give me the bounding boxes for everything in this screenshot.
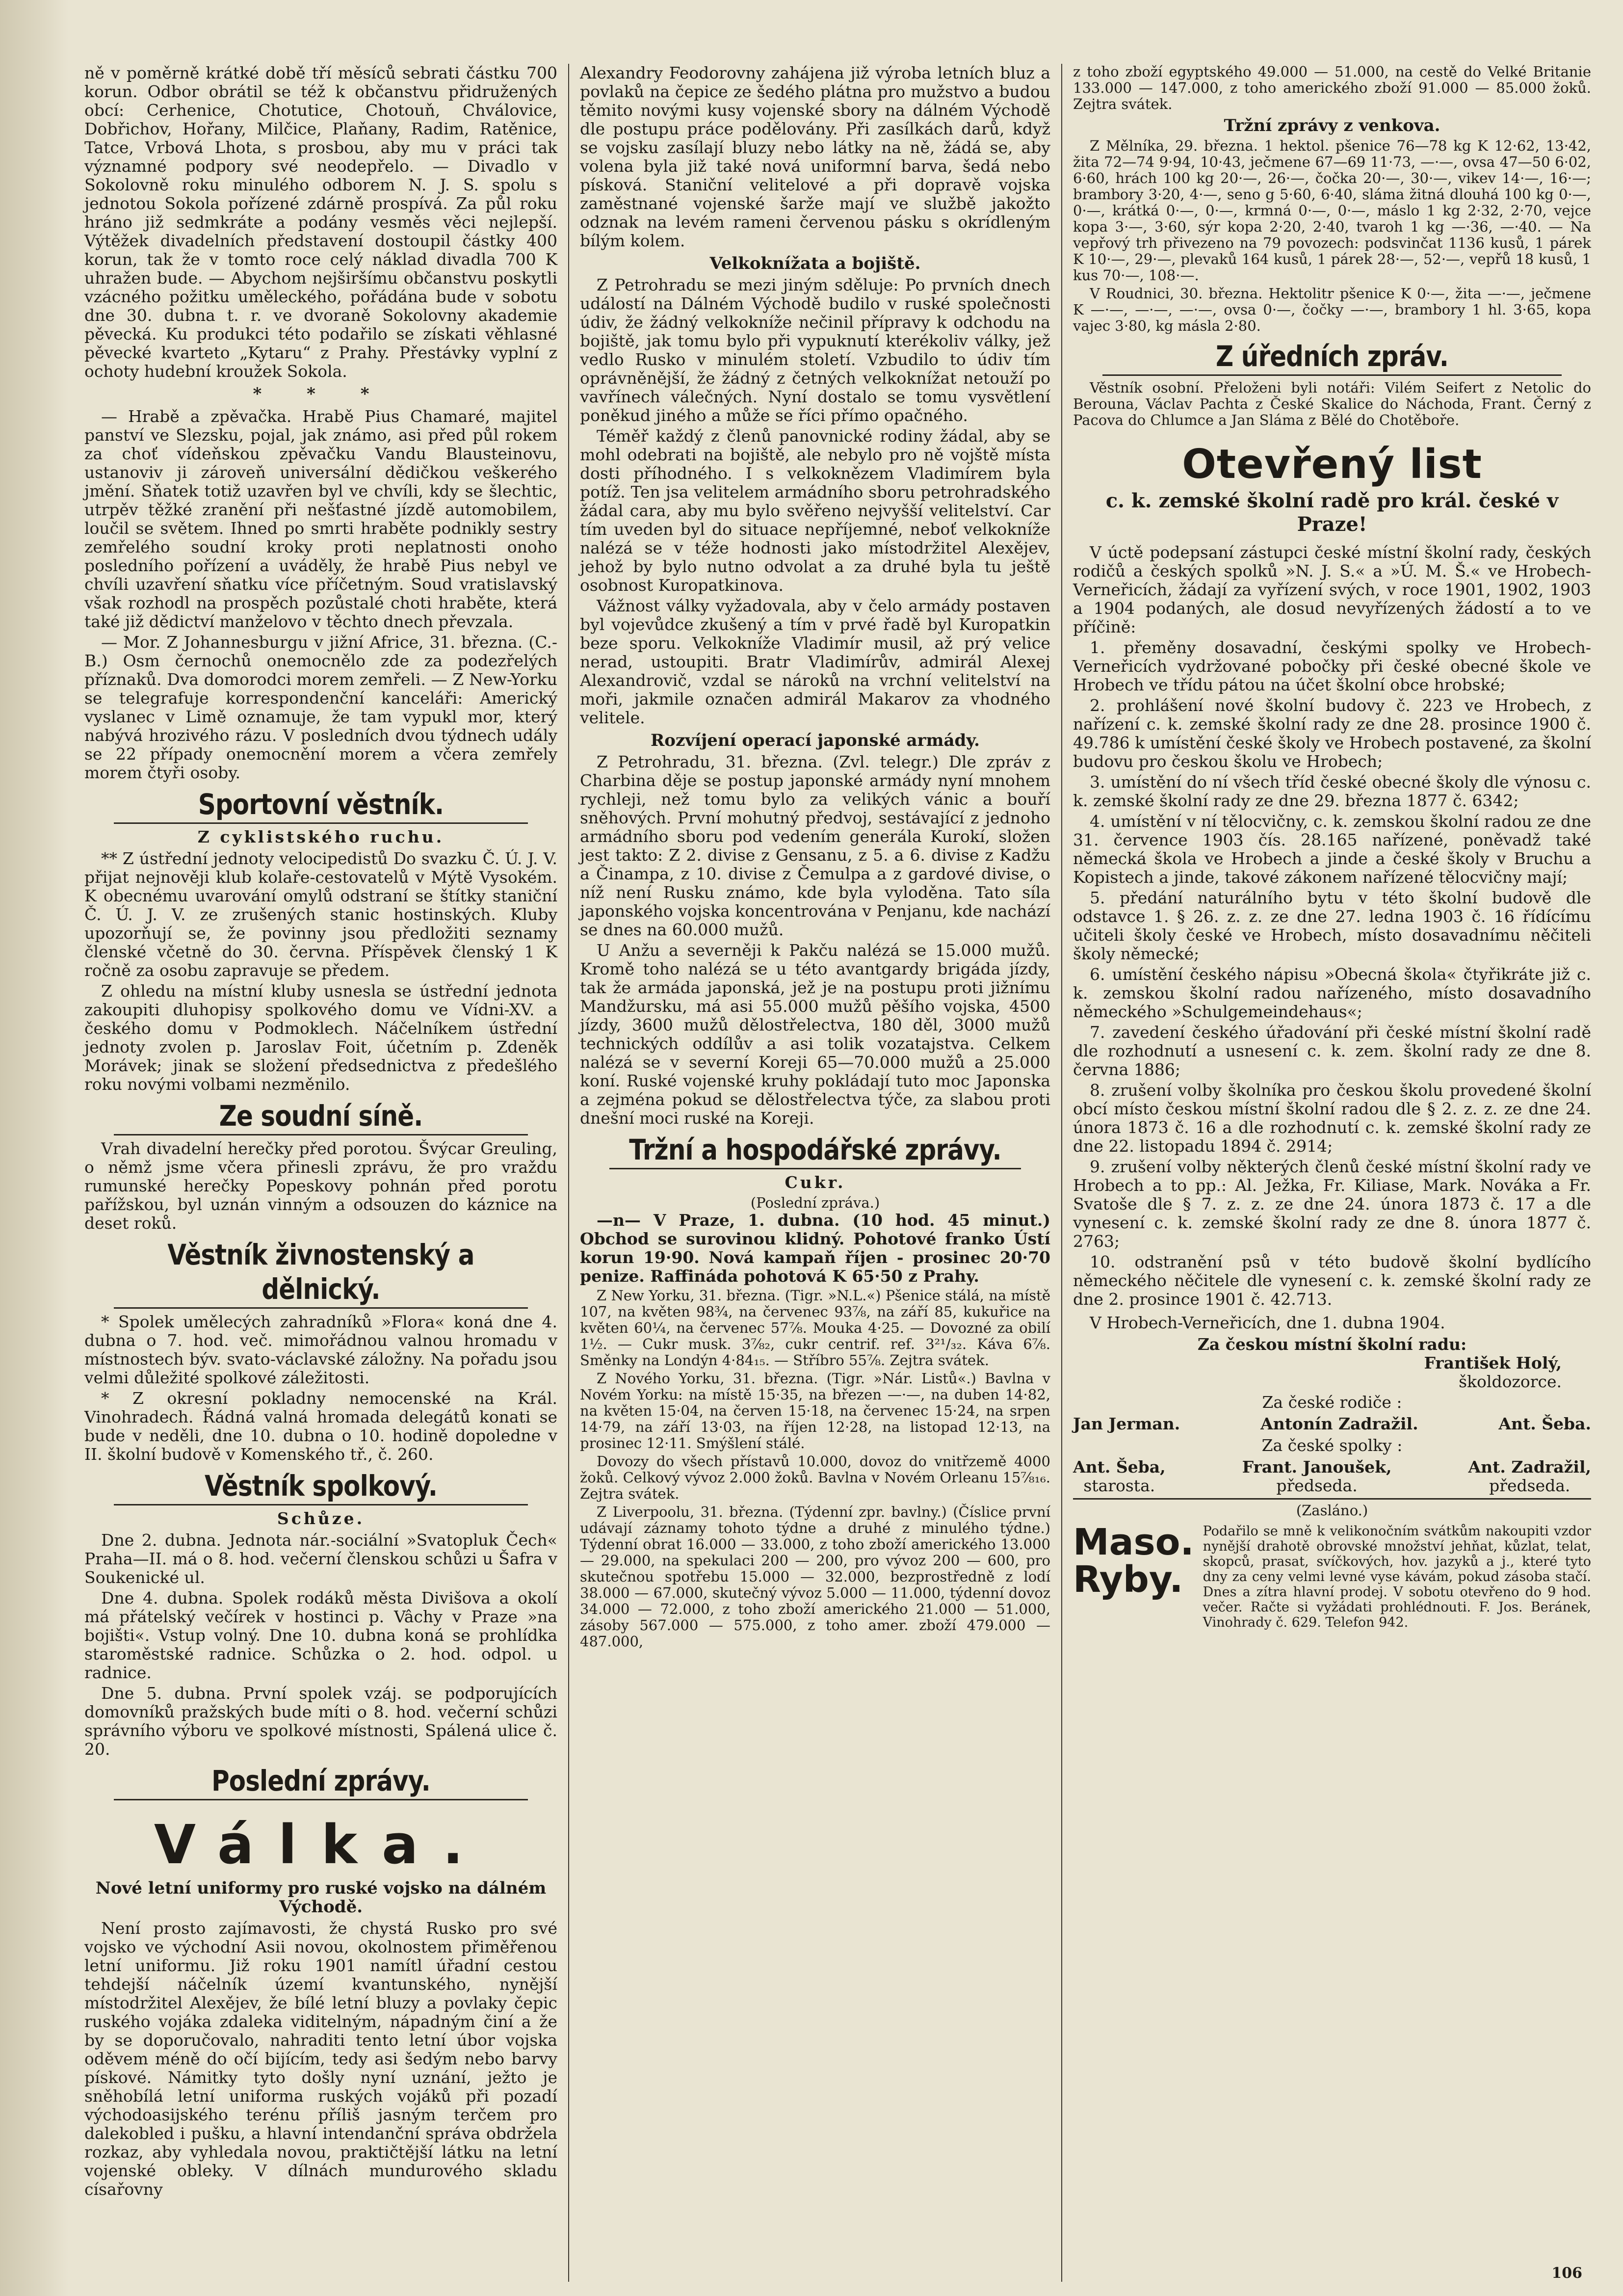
open-letter-place-date: V Hrobech-Verneřicích, dne 1. dubna 1904. [1090,1313,1445,1332]
section-rule [609,1168,1021,1169]
section-title-latest: Poslední zprávy. [211,1764,430,1797]
page-gutter-shadow [0,0,69,2296]
signature-name: Ant. Šeba, [1073,1457,1166,1477]
headline-country-markets: Tržní zprávy z venkova. [1224,116,1440,135]
subsection-title-sugar: Cukr. [785,1173,846,1192]
market-new-york-2: Z Nového Yorku, 31. března. (Tigr. »Nár. Listů«.) Bavlna v Novém Yorku: na místě 15·35, na březen —·—, na duben 14·82, na květen 15·04, na červen 15·18, na červenec 15·24, na srpen 14·79, na září 13·03, na říjen 12·28, na listopad 12·13, na prosinec 12·11. Smýšlení stálé. [580,1370,1050,1451]
section-rule [1102,374,1562,376]
signature-holy-name: František Holý, [1424,1353,1562,1372]
subsection-note: (Poslední zpráva.) [750,1194,880,1211]
article-hrabe: — Hrabě a zpěvačka. Hrabě Pius Chamaré, majitel panství ve Slezsku, pojal, jak známo, asi před půl rokem za choť vídeňskou zpěvačku Vandu Blausteinovu, ustanoviv ji zároveň universální dědičkou veškerého jmění. Sňatek totiž uzavřen byl ve chvíli, kdy se šlechtic, utrpěv těžké zranění při nešťastné jízdě automobilem, loučil se světem. Ihned po smrti hraběte podnikly sestry zemřelého soudní kroky proti neplatnosti onoho posledního pořízení a uváděly, že hrabě Pius nebyl ve chvíli uzavření sňatku více příčetným. Soud vratislavský však rozhodl na prospěch pozůstalé choti hraběte, která také již dědictví manželovo v těchto dnech převzala. [84,407,557,631]
section-title-court: Ze soudní síně. [219,1099,423,1133]
war-paragraph: Není prosto zajímavosti, že chystá Rusko pro své vojsko ve východní Asii novou, okolnostem přiměřenou letní uniformu. Již roku 1901 namítl úřadní cestou tehdejší náčelník území kvantunského, nynější místodržitel Alexějev, že bílé letní bluzy a povlaky čepic ruského vojáka zdaleka viditelným, nápadným činí a že by se doporučovalo, nahraditi tento letní úbor vojska oděvem méně do očí bijícím, tedy asi šedým nebo barvy pískové. Námitky tyto došly nyní uznání, ježto je sněhobílá letní uniforma ruských vojáků při pozadí východoasijského terénu příliš jasným terčem pro dalekobled i pušku, a hlavní intendanční správa obdržela rozkaz, aby vyhledala novou, praktičtější látku na letní vojenské obleky. V dílnách mundurového skladu císařovny [84,1919,557,2199]
subsection-title-cycling: Z cyklistského ruchu. [197,827,445,846]
grand-dukes-paragraph-2: Téměř každý z členů panovnické rodiny žádal, aby se mohl odebrati na bojiště, ale nebylo pro ně vojště místa dosti příhodného. I s velkoknězem Vladimírem byla potíž. Ten jsa velitelem armádního sboru petrohradského žádal cara, aby mu bylo svěřeno nejvyšší velitelství. Car tím uveden byl do situace nepříjemné, neboť velkokníže nalézá se v téže hodnosti jako místodržitel Alexějev, jehož by bylo nutno odvolat a za druhé byla tu ještě osobnost Kuropatkinova. [580,426,1050,595]
signature-name: Ant. Šeba. [1498,1414,1591,1433]
clubs-paragraph-1: Dne 2. dubna. Jednota nár.-sociální »Svatopluk Čech« Praha—II. má o 8. hod. večerní členskou schůzi u Šafra v Soukenické ul. [84,1531,557,1587]
signature-name: Jan Jerman. [1073,1414,1180,1433]
newspaper-page [74,64,1602,2282]
subsection-title-meetings: Schůze. [277,1509,365,1528]
divider [1073,1498,1591,1500]
section-title-sport: Sportovní věstník. [198,788,444,821]
signature-role: předseda. [1276,1476,1358,1495]
trade-paragraph-2: * Z okresní pokladny nemocenské na Král. Vinohradech. Řádná valná hromada delegátů konati se bude v neděli, dne 10. dubna o 10. hodině dopoledne v II. školní budově v Komenského tř., č. 260. [84,1389,557,1464]
signature-school-board-label: Za českou místní školní radu: [1197,1335,1467,1354]
open-letter-item: 10. odstranění psů v této budově školní bydlícího německého něčitele dle vynesení c. k. zemské školní rady ze dne 2. prosince 1901 č. 42.713. [1073,1252,1591,1309]
signature-role: starosta. [1083,1476,1155,1495]
headline-japanese-army: Rozvíjení operací japonské armády. [651,731,980,750]
market-prague: —n— V Praze, 1. dubna. (10 hod. 45 minut.) Obchod se surovinou klidný. Pohotové franko Ústí korun 19·90. Nová kampaň říjen - prosinec 20·70 penize. Raffináda pohotová K 65·50 z Prahy. [580,1211,1050,1286]
war-headline: Válka. [154,1813,488,1876]
grand-dukes-paragraph-3: Vážnost války vyžadovala, aby v čelo armády postaven byl vojevůdce zkušený a tím v prvé řadě byl Kuropatkin beze sporu. Velkokníže Vladimír musil, až prý velice nerad, ustoupiti. Bratr Vladimírův, admirál Alexej Alexandrovič, vzdal se nároků na vrchní velitelství na moři, jakmile označen admirál Makarov za vhodného velitele. [580,596,1050,727]
signature-parents-row [1073,1415,1591,1433]
headline-grand-dukes: Velkoknížata a bojiště. [709,254,921,273]
market-new-york-1: Z New Yorku, 31. března. (Tigr. »N.L.«) Pšenice stálá, na místě 107, na květen 98¾, na červenec 93⅞, na září 85, kukuřice na květen 60¼, na červenec 57⅞. Mouka 4·25. — Dovozné za obilí 1½. — Cukr musk. 3⅞₂, cukr centrif. ref. 3²¹/₃₂. Káva 6⅞. Směnky na Londýn 4·84₁₅. — Stříbro 55⅞. Zejtra svátek. [580,1287,1050,1369]
grand-dukes-paragraph-1: Z Petrohradu se mezi jiným sděluje: Po prvních dnech událostí na Dálném Východě budilo v ruské společnosti údiv, že žádný velkokníže nečinil přípravy k odchodu na bojiště, jak tomu bylo při vypuknutí kterékoliv války, jež vedlo Rusko v minulém století. Vzbudilo to údiv tím oprávněnější, že žádný z četných velkoknížat netouží po vavřínech válečných. Nyní dostalo se tomu vysvětlení poněkud jiného a může se říci přímo opačného. [580,275,1050,425]
market-liverpool: Z Liverpoolu, 31. března. (Týdenní zpr. bavlny.) (Číslice první udávají záznamy tohoto týdne a druhé z minulého týdne.) Týdenní obrat 16.000 — 33.000, z toho zboží amerického 13.000 — 29.000, na spekulaci 200 — 200, pro vývoz 200 — 600, pro skutečnou spotřebu 15.000 — 32.000, bezprostředně z lodí 38.000 — 67.000, skutečný vývoz 5.000 — 11.000, týdenní dovoz 34.000 — 72.000, z toho zboží amerického 21.000 — 51.000, zásoby 567.000 — 575.000, z toho amer. zboží 479.000 — 487.000, [580,1504,1050,1650]
market-melnik: Z Mělníka, 29. března. 1 hektol. pšenice 76—78 kg K 12·62, 13·42, žita 72—74 9·94, 10·43, ječmene 67—69 11·73, —·—, ovsa 47—50 6·02, 6·60, hrách 100 kg 20·—, 26·—, čočka 20·—, 30·—, vikev 14·—, 16·—; brambory 3·20, 4·—, seno g 5·60, 6·40, sláma žitná dlouhá 100 kg 0·—, 0·—, krátká 0·—, 0·—, krmná 0·—, 0·—, máslo 1 kg 2·32, 2·70, vejce kopa 3·—, 3·60, sýr kopa 2·20, 2·40, tvaroh 1 kg —·36, —·40. — Na vepřový trh přivezeno na 79 povozech: podsvinčat 1136 kusů, 1 párek K 10·—, 29·—, plevaků 164 kusů, 1 párek 28·—, 52·—, vepřů 18 kusů, 1 kus 70·—, 108·—. [1073,137,1591,284]
article-mor: — Mor. Z Johannesburgu v jižní Africe, 31. března. (C.-B.) Osm černochů onemocnělo zde za podezřelých příznaků. Dva domorodci morem zemřeli. — Z New-Yorku se telegrafuje korrespondenční kanceláři: Americký vyslanec v Limě oznamuje, že tam vypukl mor, který nabývá hrozivého rázu. V posledních dvou týdnech udály se 22 případy onemocnění morem a včera zemřely morem čtyři osoby. [84,633,557,782]
open-letter-item: 8. zrušení volby školníka pro českou školu provedené školní obcí místo českou místní školní radou dle § 2. z. z. ze dne 24. února 1873 č. 16 a dle rozhodnutí c. k. zemské školní rady ze dne 22. listopadu 1894 č. 2914; [1073,1081,1591,1156]
section-rule [114,1799,528,1800]
section-rule [114,1504,528,1505]
open-letter-subtitle: c. k. zemské školní radě pro král. české v Praze! [1105,489,1559,536]
court-paragraph: Vrah divadelní herečky před porotou. Švýcar Greuling, o němž jsme včera přinesli zprávu, že pro vraždu rumunské herečky Popeskovy pohnán před porotu pařížskou, byl uznán vinným a odsouzen do káznice na deset roků. [84,1139,557,1233]
open-letter-item: 3. umístění do ní všech tříd české obecné školy dle výnosu c. k. zemské školní rady ze dne 29. března 1877 č. 6342; [1073,772,1591,810]
article-sokol-text: ně v poměrně krátké době tří měsíců sebrati částku 700 korun. Odbor obrátil se též k občanstvu přidružených obcí: Cerhenice, Chotutice, Chotouň, Chválovice, Dobřichov, Hořany, Milčice, Plaňany, Radim, Ratěnice, Tatce, Vrbová Lhota, s prosbou, aby mu v práci tak významné podpory své neodepřelo. — Divadlo v Sokolovně roku minulého odborem N. J. S. spolu s jednotou Sokola pořízené zdárně prospívá. Za půl roku hráno již sedmkráte a podány vesměs věci nejlepší. Výtěžek divadelních představení dostoupil částky 400 korun, tak že v tomto roce celý náklad divadla 700 K uhražen bude. — Abychom nejširšímu občanstvu poskytli vzácného požitku uměleckého, pořádána bude v sobotu dne 30. dubna t. r. ve dvoraně Sokolovny akademie pěvecká. Ku produkci této podařilo se získati věhlasné pěvecké kvarteto „Kytaru“ z Prahy. Přestávky vyplní z ochoty hudební kroužek Sokola. [84,64,557,381]
trade-paragraph-1: * Spolek umělecých zahradníků »Flora« koná dne 4. dubna o 7. hod. več. mimořádnou valnou hromadu v místnostech býv. svato-václavské záložny. Na pořadu jsou velmi důležité spolkové záležitosti. [84,1312,557,1387]
advert-logo [1073,1521,1194,1601]
section-rule [114,1134,528,1135]
sport-paragraph-2: Z ohledu na místní kluby usnesla se ústřední jednota zakoupiti dluhopisy spolkového domu ve Vídni-XV. a českého domu v Podmoklech. Náčelníkem ústřední jednoty zvolen p. Jaroslav Foit, účetním p. Zdeněk Morávek; jinak se složení předsednictva z předešlého roku novými volbami nezměnilo. [84,981,557,1094]
clubs-paragraph-3: Dne 5. dubna. První spolek vzáj. se podporujících domovníků pražských bude míti o 8. hod. večerní schůzi správního výboru ve spolkové místnosti, Spálená ulice č. 20. [84,1684,557,1759]
official-paragraph: Věstník osobní. Přeloženi byli notáři: Vilém Seifert z Netolic do Berouna, Václav Pachta z České Skalice do Náchoda, Frant. Černý z Pacova do Chlumce a Jan Sláma z Bělé do Chotěboře. [1073,379,1591,428]
market-roudnice: V Roudnici, 30. března. Hektolitr pšenice K 0·—, žita —·—, ječmene K —·—, —·—, —·—, ovsa 0·—, čočky —·—, brambory 1 hl. 3·65, kopa vajec 3·80, kg másla 2·80. [1073,285,1591,334]
war-paragraph-continued: Alexandry Feodorovny zahájena již výroba letních bluz a povlaků na čepice ze šedého plátna pro mužstvo a budou těmito novými kusy vojenské sbory na dálném Východě dle postupu práce podělovány. Při zasílkách darů, když se vojsku zasílají bluzy nebo látky na ně, žádá se, aby volena byla již také nová uniformní barva, šedá nebo písková. Staniční velitelové a při dopravě vojska zaměstnané vojenské šarže mají ve službě jakožto odznak na levém rameni červenou pásku s okrídleným bílým kolem. [580,64,1050,250]
open-letter-item: 5. předání naturálního bytu v této školní budově dle odstavce 1. § 26. z. z. ze dne 27. ledna 1903 č. 16 řídícímu učiteli školy české ve Hrobech, místo dosavadnímu něčiteli školy německé; [1073,888,1591,963]
signature-name: Ant. Zadražil, [1468,1457,1591,1477]
open-letter-item: 1. přeměny dosavadní, českými spolky ve Hrobech-Verneřicích vydržované pobočky při české obecné škole ve Hrobech ve třídu pátou na účet školní obce hrobské; [1073,638,1591,694]
signature-club-2 [1242,1458,1392,1495]
column-3 [1062,64,1602,2282]
signature-parents-label: Za české rodiče : [1262,1393,1402,1412]
separator-stars: * * * [253,384,389,404]
clubs-paragraph-2: Dne 4. dubna. Spolek rodáků města Divišova a okolí má přátelský večírek v hostinci p. Vâchy v Praze »na bojišti«. Vstup volný. Dne 10. dubna koná se prohlídka staroměstské radnice. Schůzka o 2. hod. odpol. u radnice. [84,1588,557,1682]
open-letter-item: 4. umístění v ní tělocvičny, c. k. zemskou školní radou ze dne 31. července 1903 čís. 28.165 nařízené, poněvadž také německá škola ve Hrobech a jinde a české školy v Bruchu a Kopistech a jinde, takové zákonem nařízené tělocvičny mají; [1073,812,1591,887]
advert-text: Podařilo se mně k velikonočním svátkům nakoupiti vzdor nynější drahotě obrovské množství jehňat, kůzlat, telat, skopců, prasat, svíčkových, hov. jazyků a j., které tyto dny za ceny velmi levné vyse kávám, pokud zásoba stačí. Dnes a zítra hlavní prodej. V sobotu otevřeno do 9 hod. večer. Račte si vyžádati prohlédnouti. F. Jos. Beránek, Vinohrady č. 629. Telefon 942. [1203,1524,1591,1630]
signature-name: Frant. Janoušek, [1242,1457,1392,1477]
war-subheadline: Nové letní uniformy pro ruské vojsko na dálném Východě. [95,1878,547,1917]
signature-clubs-row [1073,1458,1591,1495]
japanese-army-paragraph-1: Z Petrohradu, 31. března. (Zvl. telegr.) Dle zpráv z Charbina děje se postup japonské armády nyní mnohem rychleji, než tomu bylo za velikých vánic a bouří sněhových. První mohutný předvoj, sestávající z jednoho armádního sboru pod vedením generála Kurokí, složen jest takto: Z 2. divise z Gensanu, z 5. a 6. divise z Kadžu a Činampa, z 10. divise z Čemulpa a z gardové divise, o níž není Rusku známo, kde byla vyloděna. Tato síla japonského vojska koncentrována v Penjanu, kde nachází se dnes na 60.000 mužů. [580,752,1050,939]
section-title-official: Z úředních zpráv. [1215,340,1448,373]
sport-paragraph-1: ** Z ústřední jednoty velocipedistů Do svazku Č. Ú. J. V. přijat nejnověji klub kolaře-cestovatelů v Mýtě Vysokém. K obecnému uvarování omylů odstraní se štítky staniční Č. Ú. J. V. ze zrušených stanic hostinských. Kluby upozorňují se, že povinny jsou předložiti seznamy členské včetně do 30. června. Příspěvek členský 1 K ročně za osobu zapravuje se předem. [84,849,557,980]
signature-clubs-label: Za české spolky : [1261,1436,1403,1455]
open-letter-title: Otevřený list [1182,441,1482,488]
column-1 [74,64,569,2282]
section-title-trade: Věstník živnostenský a dělnický. [167,1238,474,1306]
market-liverpool-continued: z toho zboží egyptského 49.000 — 51.000, na cestě do Velké Britanie 133.000 — 147.000, z toho amerického zboží 91.000 — 85.000 žoků. Zejtra svátek. [1073,64,1591,112]
page-number: 106 [1551,2265,1582,2282]
signature-role: předseda. [1489,1476,1571,1495]
signature-name: Antonín Zadražil. [1260,1414,1418,1433]
advert-logo-meat: Maso. [1073,1521,1194,1563]
section-rule [114,822,528,824]
advert-logo-fish: Ryby. [1073,1558,1183,1601]
market-imports: Dovozy do všech přístavů 10.000, dovoz do vnitřzemě 4000 žoků. Celkový vývoz 2.000 žoků. Bavlna v Novém Orleanu 15⅞₁₆. Zejtra svátek. [580,1453,1050,1502]
open-letter-item: 6. umístění českého nápisu »Obecná škola« čtyřikráte již c. k. zemskou školní radou nařízeného, místo dosavadního německého »Schulgemeindehaus«; [1073,965,1591,1021]
column-2 [569,64,1062,2282]
signature-holy [1073,1354,1591,1391]
open-letter-intro: V úctě podepsaní zástupci české místní školní rady, českých rodičů a českých spolků »N. J. S.« a »Ú. M. Š.« ve Hrobech-Verneřicích, žádají za vyřízení svých, v roce 1901, 1902, 1903 a 1904 podaných, ale dosud nevyřízených žádostí a to ve příčině: [1073,543,1591,636]
section-title-clubs: Věstník spolkový. [204,1469,438,1503]
section-rule [114,1307,528,1309]
signature-holy-role: školdozorce. [1459,1372,1562,1391]
open-letter-item: 2. prohlášení nové školní budovy č. 223 ve Hrobech, z nařízení c. k. zemské školní rady ze dne 28. prosince 1900 č. 49.786 k umístění české školy ve Hrobech postavené, za školní budovu pro českou školu ve Hrobech; [1073,696,1591,771]
advert-submitted-label: (Zasláno.) [1296,1502,1368,1519]
signature-club-1 [1073,1458,1166,1495]
open-letter-item: 9. zrušení volby některých členů české místní školní rady ve Hrobech a to pp.: Al. Ježka, Fr. Kiliase, Mark. Nováka a Fr. Svatoše dle § 7. z. z. ze dne 24. února 1873 č. 17 a dle vynesení c. k. zemské školní rady ze dne 8. února 1877 č. 2763; [1073,1157,1591,1251]
signature-club-3 [1468,1458,1591,1495]
open-letter-item: 7. zavedení českého úřadování při české místní školní radě dle rozhodnutí a usnesení c. k. zem. školní rady ze dne 8. června 1886; [1073,1023,1591,1079]
butcher-advert [1073,1521,1591,1630]
section-title-market: Tržní a hospodářské zprávy. [629,1133,1001,1166]
japanese-army-paragraph-2: U Anžu a severněji k Pakču nalézá se 15.000 mužů. Kromě toho nalézá se u této avantgardy brigáda jízdy, tak že armáda japonská, jež je na postupu proti jižnímu Mandžursku, má asi 55.000 mužů pěšího vojska, 4500 jízdy, 3600 mužů dělostřelectva, 180 děl, 3000 mužů technických oddílův a asi tolik vozatajstva. Celkem nalézá se v severní Koreji 65—70.000 mužů a 25.000 koní. Ruské vojenské kruhy pokládají tuto moc Japonska a zejména pokud se dělostřelectva týče, za slabou proti dnešní moci ruské na Koreji. [580,941,1050,1128]
